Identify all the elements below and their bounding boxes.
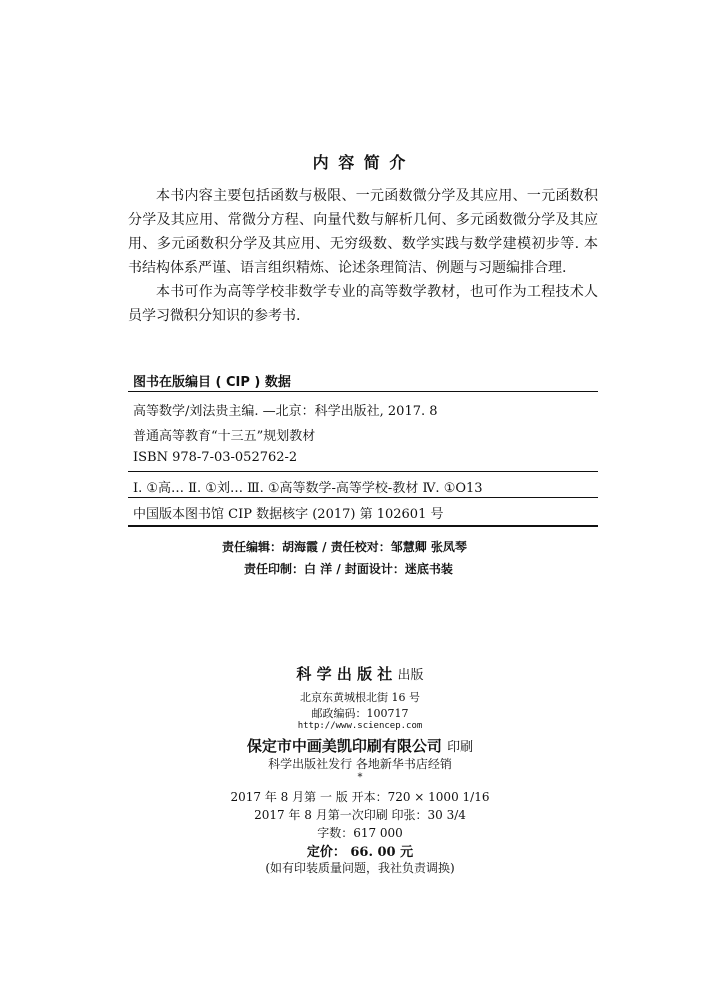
- printer-line: [0, 735, 720, 756]
- summary-title: 内 容 简 介: [312, 153, 408, 172]
- wordcount-line: 字数：617 000: [317, 826, 403, 840]
- publisher-address: 北京东黄城根北街 16 号: [300, 691, 420, 704]
- cip-rule: [128, 471, 598, 472]
- cip-line-isbn: ISBN 978-7-03-052762-2: [133, 450, 298, 465]
- publisher-postcode: 邮政编码：100717: [311, 707, 409, 720]
- cip-rule: [128, 497, 598, 498]
- summary-paragraph: 本书可作为高等学校非数学专业的高等数学教材，也可作为工程技术人员学习微积分知识的参考书.: [128, 284, 598, 324]
- summary-body: [128, 184, 598, 328]
- edition-line: 2017 年 8 月第 一 版 开本：720 × 1000 1/16: [230, 790, 490, 804]
- cip-top-rule: [128, 391, 598, 392]
- cip-line-catalog: 高等数学/刘法贵主编. —北京：科学出版社, 2017. 8: [133, 404, 438, 419]
- cip-line-series: 普通高等教育“十三五”规划教材: [133, 429, 316, 444]
- publisher-tag: 出版: [397, 668, 424, 683]
- printer-tag: 印刷: [447, 740, 474, 755]
- editor-line: 责任印制：白 洋 / 封面设计：迷底书装: [244, 562, 453, 576]
- distribution-line: 科学出版社发行 各地新华书店经销: [268, 757, 452, 771]
- separator-star: *: [357, 772, 363, 783]
- cip-line-classification: Ⅰ. ①高… Ⅱ. ①刘… Ⅲ. ①高等数学-高等学校-教材 Ⅳ. ①O13: [133, 481, 483, 496]
- price-line: 定价： 66. 00 元: [306, 845, 414, 860]
- editor-line: 责任编辑：胡海霞 / 责任校对：邹慧卿 张凤琴: [222, 540, 467, 554]
- summary-paragraph: 本书内容主要包括函数与极限、一元函数微分学及其应用、一元函数积分学及其应用、常微分方程、向量代数与解析几何、多元函数微分学及其应用、多元函数积分学及其应用、无穷级数、数学实践与数学建模初步等. 本书结构体系严谨、语言组织精炼、论述条理简洁、例题与习题编排合理.: [128, 188, 598, 276]
- publisher-name: 科 学 出 版 社: [296, 665, 393, 683]
- publisher-website: http://www.sciencep.com: [297, 721, 423, 731]
- cip-line-record-number: 中国版本图书馆 CIP 数据核字 (2017) 第 102601 号: [133, 507, 444, 522]
- printing-line: 2017 年 8 月第一次印刷 印张：30 3/4: [254, 808, 466, 822]
- cip-title: 图书在版编目 ( CIP ) 数据: [133, 375, 291, 390]
- publisher-line: [0, 663, 720, 684]
- cip-bottom-rule: [128, 525, 598, 527]
- notice-line: (如有印装质量问题，我社负责调换): [265, 861, 455, 875]
- printer-name: 保定市中画美凯印刷有限公司: [246, 737, 442, 755]
